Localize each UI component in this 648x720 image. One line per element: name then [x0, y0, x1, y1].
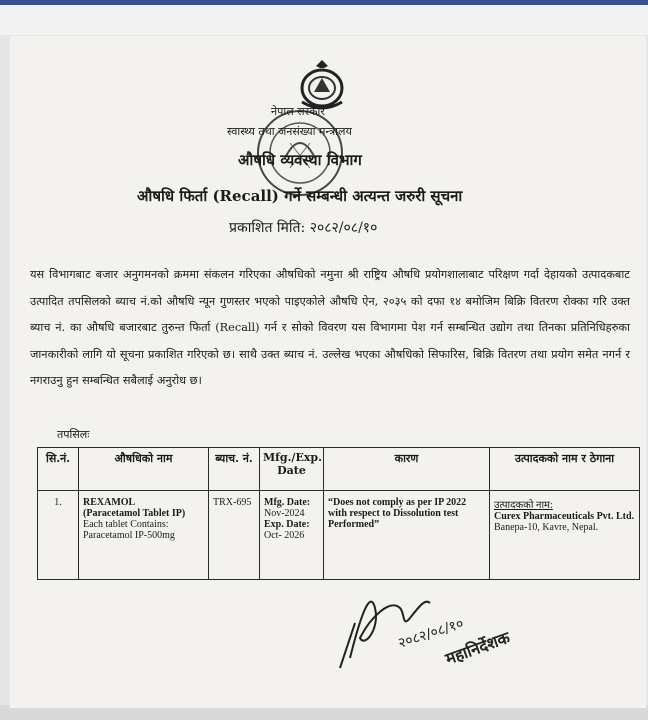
drug-strength: Paracetamol IP-500mg: [83, 530, 175, 541]
header-manufacturer: उत्पादकको नाम र ठेगाना: [490, 448, 640, 491]
cell-drug-name: [79, 491, 209, 580]
mfg-label: Mfg. Date:: [264, 497, 311, 508]
notice-title: औषधि फिर्ता (Recall) गर्ने सम्बन्धी अत्यन्त जरुरी सूचना: [137, 187, 463, 205]
cell-manufacturer: [490, 491, 640, 580]
drug-contains: Each tablet Contains:: [83, 519, 169, 530]
department-name: औषधि व्यवस्था विभाग: [238, 151, 362, 169]
notice-paragraph: यस विभागबाट बजार अनुगमनको क्रममा संकलन गरिएका औषधिको नमुना श्री राष्ट्रिय औषधि प्रयोगशालाबाट परिक्षण गर्दा देहायको उत्पादकबाट उत्पादित तपसिलको ब्याच नं.को औषधि न्यून गुणस्तर भएको पाइएकोले औषधि ऐन, २०३५ को दफा १४ बमोजिम बिक्रि वितरण रोक्का गरि उक्त ब्याच नं. का औषधि बजारबाट तुरुन्त फिर्ता (Recall) गर्न र सोको विवरण यस विभागमा पेश गर्न सम्बन्धित उद्योग तथा तिनका प्रतिनिधिहरुका जानकारीको लागि यो सूचना प्रकाशित गरिएको छ। साथै उक्त ब्याच नं. उल्लेख भएका औषधिको सिफारिस, बिक्रि वितरण तथा प्रयोग समेत नगर्न र नगराउनु हुन सम्बन्धित सबैलाई अनुरोध छ।: [30, 268, 630, 387]
header-sn: सि.नं.: [38, 448, 79, 491]
table-row: [38, 491, 640, 580]
top-strip: [0, 5, 648, 35]
org-name: नेपाल सरकार: [271, 105, 325, 118]
cell-dates: [260, 491, 324, 580]
manufacturer-address: Banepa-10, Kavre, Nepal.: [494, 522, 599, 533]
exp-value: Oct- 2026: [264, 530, 305, 541]
header-batch: ब्याच. नं.: [209, 448, 260, 491]
manufacturer-label: उत्पादकको नाम:: [494, 500, 553, 511]
mfg-value: Nov-2024: [264, 508, 305, 519]
recall-table: [37, 447, 640, 580]
table-header-row: [38, 448, 640, 491]
details-label: तपसिलः: [57, 428, 90, 441]
drug-brand: REXAMOL: [83, 497, 136, 508]
published-date: प्रकाशित मिति: २०८२/०८/१०: [229, 220, 378, 236]
header-drug-name: औषधिको नाम: [79, 448, 209, 491]
cell-sn: 1.: [38, 491, 79, 580]
header-reason: कारण: [324, 448, 490, 491]
signer-title: महानिर्देशक: [442, 627, 513, 669]
signature-date: २०८२/०८/१०: [396, 615, 466, 652]
ministry-name: स्वास्थ्य तथा जनसंख्या मन्त्रालय: [227, 125, 352, 138]
drug-generic: (Paracetamol Tablet IP): [83, 508, 186, 519]
cell-batch: TRX-695: [209, 491, 260, 580]
cell-reason: “Does not comply as per IP 2022 with respect to Dissolution test Performed”: [324, 491, 490, 580]
exp-label: Exp. Date:: [264, 519, 310, 530]
header-mfg-exp: Mfg./Exp. Date: [260, 448, 324, 491]
manufacturer-name: Curex Pharmaceuticals Pvt. Ltd.: [494, 511, 635, 522]
